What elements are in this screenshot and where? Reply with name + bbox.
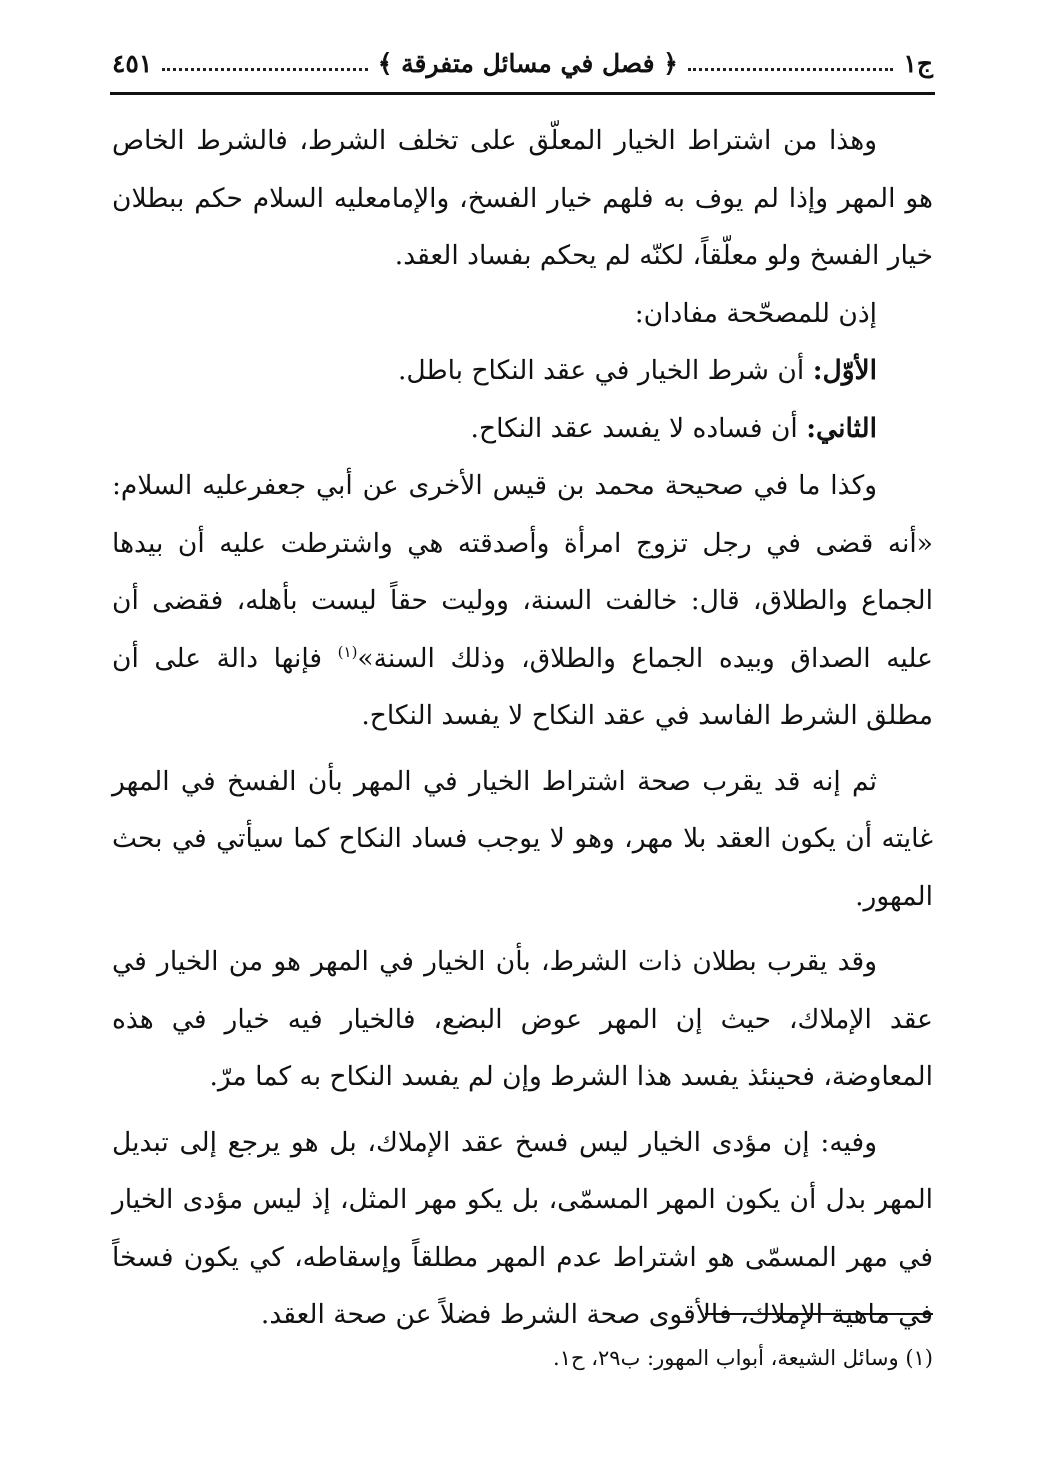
paragraph: ثم إنه قد يقرب صحة اشتراط الخيار في المهر بأن الفسخ في المهر غايته أن يكون العقد بلا مهر، وهو لا يوجب فساد النكاح كما سيأتي في بحث المهور. [112, 765, 933, 912]
point-label: الأوّل: [812, 355, 877, 386]
paragraph [112, 400, 933, 458]
paragraph: وهذا من اشتراط الخيار المعلّق على تخلف الشرط، فالشرط الخاص هو المهر وإذا لم يوف به فلهم خيار الفسخ، والإمامعليه السلام حكم ببطلان خيار الفسخ ولو معلّقاً، لكنّه لم يحكم بفساد العقد. [112, 125, 933, 271]
paragraph [112, 342, 933, 400]
paragraph: إذن للمصحّحة مفادان: [634, 297, 877, 329]
main-text [112, 112, 933, 1344]
running-header [112, 36, 933, 90]
header-leader-dots [162, 68, 368, 71]
footnote-divider [705, 1313, 933, 1315]
quotation-text: وكذا ما في صحيحة محمد بن قيس الأخرى عن أبي جعفرعليه السلام: «أنه قضى في رجل تزوج امرأة وأصدقته هي واشترطت عليه أن بيدها الجماع والطلاق، قال: خالفت السنة، ووليت حقاً ليست بأهله، فقضى أن عليه الصداق وبيده الجماع والطلاق، وذلك السنة» [112, 470, 933, 674]
volume-label: ج١ [903, 48, 933, 78]
header-leader-dots [688, 68, 894, 71]
paragraph: وفيه: إن مؤدى الخيار ليس فسخ عقد الإملاك، بل هو يرجع إلى تبديل المهر بدل أن يكون المهر المسمّى، بل يكو مهر المثل، إذ ليس مؤدى الخيار في مهر المسمّى هو اشتراط عدم المهر مطلقاً وإسقاطه، كي يكون فسخاً في ماهية الإملاك، فالأقوى صحة الشرط فضلاً عن صحة العقد. [112, 1126, 933, 1330]
chapter-title: ﴿ فصل في مسائل متفرقة ﴾ [377, 48, 678, 78]
paragraph [112, 457, 933, 745]
paragraph-tail: فإنها دالة على أن مطلق الشرط الفاسد في عقد النكاح لا يفسد النكاح. [112, 642, 933, 731]
page-number: ٤٥١ [111, 48, 153, 78]
footnote: (١) وسائل الشيعة، أبواب المهور: ب٢٩، ح١. [553, 1346, 933, 1370]
point-text: أن شرط الخيار في عقد النكاح باطل. [397, 355, 813, 386]
point-label: الثاني: [806, 412, 877, 444]
paragraph: وقد يقرب بطلان ذات الشرط، بأن الخيار في المهر هو من الخيار في عقد الإملاك، حيث إن المهر عوض البضع، فالخيار فيه خيار في هذه المعاوضة، فحينئذ يفسد هذا الشرط وإن لم يفسد النكاح به كما مرّ. [112, 946, 933, 1092]
header-divider [110, 92, 935, 95]
footnote-reference: (١) [337, 642, 358, 661]
point-text: أن فساده لا يفسد عقد النكاح. [470, 412, 807, 444]
